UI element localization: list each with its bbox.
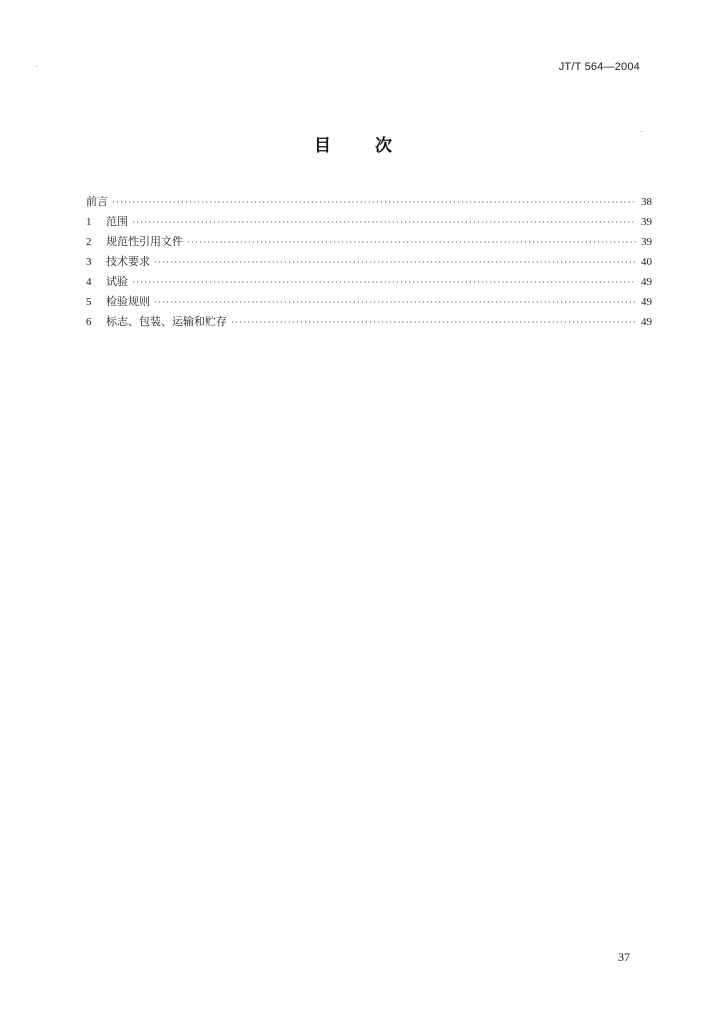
toc-entry-page: 49: [641, 276, 652, 288]
toc-leader-dots: [154, 258, 636, 268]
toc-entry-label: 检验规则: [106, 295, 150, 308]
toc-entry-foreword[interactable]: [86, 193, 652, 213]
toc-entry-number: 3: [86, 256, 92, 268]
title-char-2: 次: [375, 136, 392, 156]
scan-speck: [36, 66, 37, 67]
toc-leader-dots: [112, 198, 636, 208]
toc-leader-dots: [154, 298, 636, 308]
toc-leader-dots: [187, 238, 636, 248]
toc-leader-dots: [132, 218, 636, 228]
toc-entry-number: 4: [86, 276, 92, 288]
standard-code: JT/T 564—2004: [558, 61, 640, 73]
toc-entry-inspection-rules[interactable]: [86, 293, 652, 313]
toc-entry-scope[interactable]: [86, 213, 652, 233]
toc-entry-page: 39: [641, 216, 652, 228]
toc-entry-label: 试验: [106, 275, 128, 288]
toc-leader-dots: [231, 318, 636, 328]
toc-entry-number: 1: [86, 216, 92, 228]
title-char-1: 目: [314, 136, 331, 156]
toc-entry-number: 5: [86, 296, 92, 308]
toc-entry-marking-packaging[interactable]: [86, 313, 652, 333]
toc-entry-page: 39: [641, 236, 652, 248]
toc-entry-label: 技术要求: [106, 255, 150, 268]
page-number: 37: [618, 950, 630, 964]
toc-entry-page: 49: [641, 296, 652, 308]
toc-entry-label: 标志、包装、运输和贮存: [106, 315, 227, 328]
page-title: [0, 131, 706, 156]
toc-entry-number: 2: [86, 236, 92, 248]
toc-entry-page: 49: [641, 316, 652, 328]
toc-leader-dots: [132, 278, 636, 288]
toc-entry-tests[interactable]: [86, 273, 652, 293]
toc-entry-page: 38: [641, 196, 652, 208]
toc-entry-label: 前言: [86, 195, 108, 208]
toc-entry-normative-references[interactable]: [86, 233, 652, 253]
toc-entry-page: 40: [641, 256, 652, 268]
toc-entry-technical-requirements[interactable]: [86, 253, 652, 273]
toc-entry-number: 6: [86, 316, 92, 328]
toc-entry-label: 规范性引用文件: [106, 235, 183, 248]
table-of-contents: [86, 193, 652, 333]
toc-entry-label: 范围: [106, 215, 128, 228]
